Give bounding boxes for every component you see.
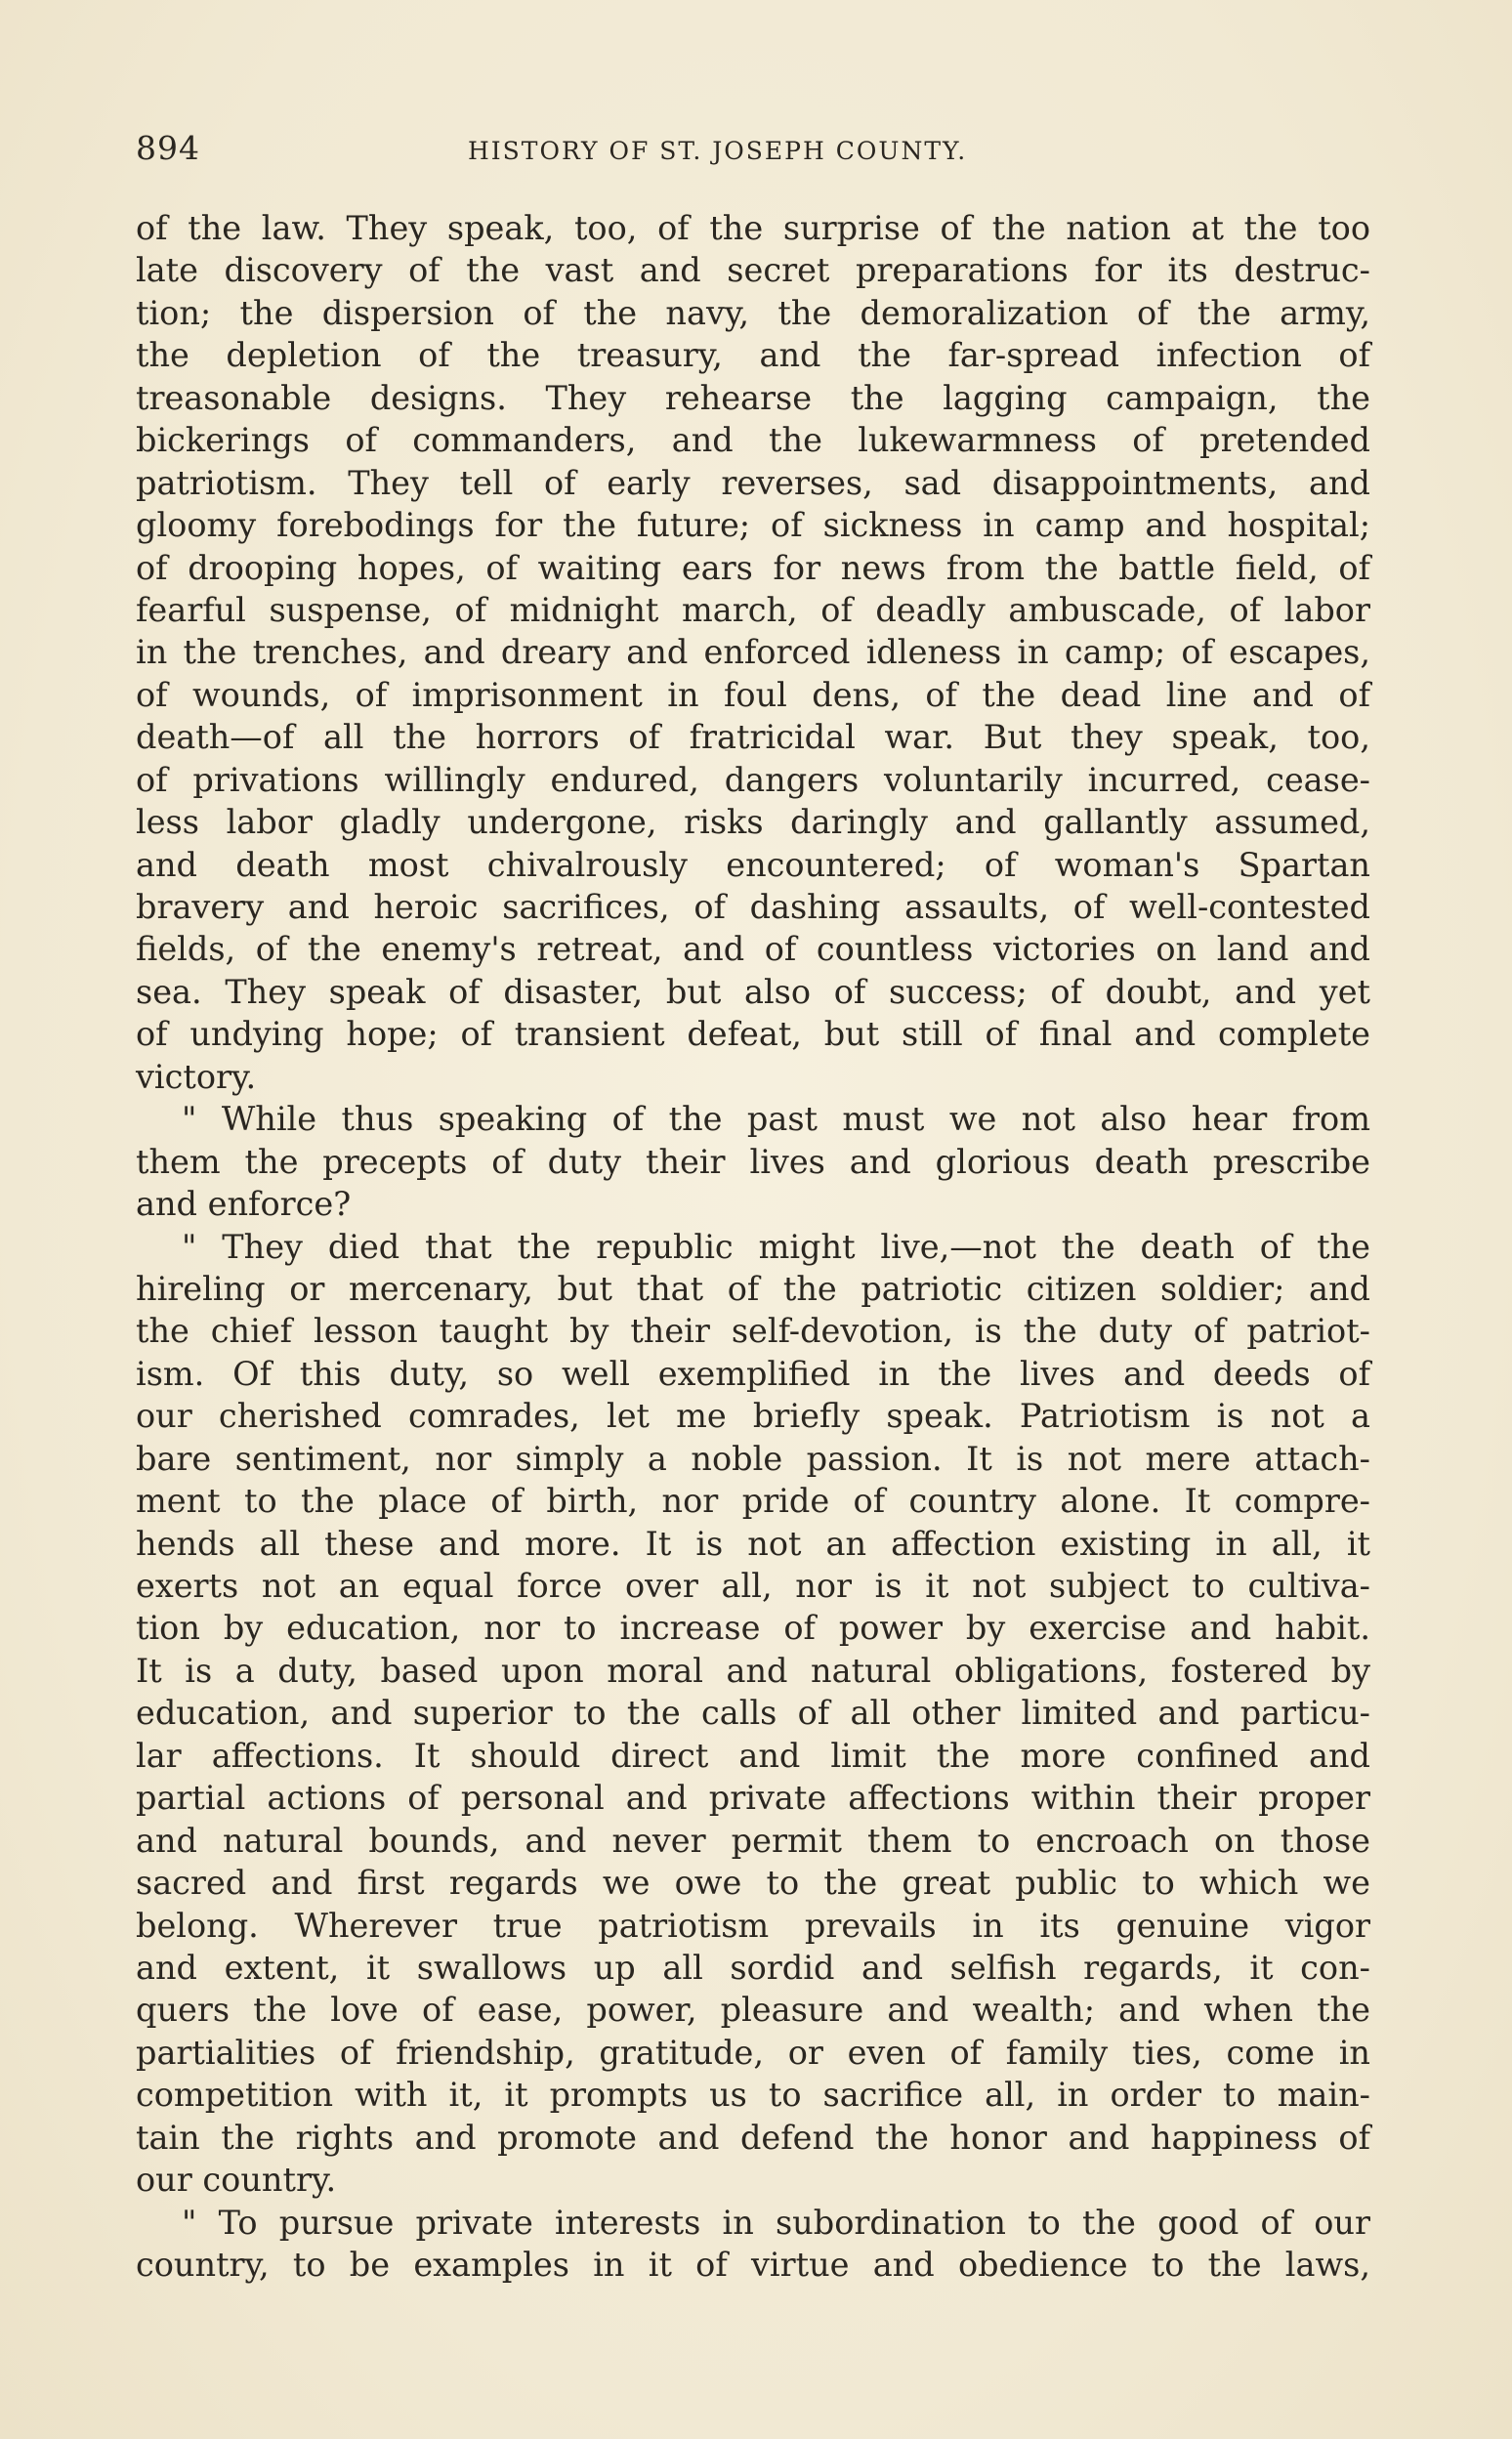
text-line: country, to be examples in it of virtue and obedience to the laws,: [136, 2246, 1370, 2284]
paragraph-end-line: and enforce?: [136, 1185, 352, 1224]
page-header: [136, 129, 1376, 168]
text-line: late discovery of the vast and secret preparations for its destruc-: [136, 251, 1370, 290]
text-line: belong. Wherever true patriotism prevails in its genuine vigor: [136, 1906, 1370, 1945]
text-line: and extent, it swallows up all sordid and selfish regards, it con-: [136, 1948, 1370, 1987]
text-line: ism. Of this duty, so well exemplified in the lives and deeds of: [136, 1354, 1370, 1393]
text-line: death—of all the horrors of fratricidal war. But they speak, too,: [136, 718, 1370, 757]
text-line: fields, of the enemy's retreat, and of countless victories on land and: [136, 930, 1370, 969]
running-head: HISTORY OF ST. JOSEPH COUNTY.: [468, 137, 968, 165]
text-line: bravery and heroic sacrifices, of dashing assaults, of well-contested: [136, 888, 1370, 926]
text-line: fearful suspense, of midnight march, of deadly ambuscade, of labor: [136, 590, 1370, 629]
text-line: tion; the dispersion of the navy, the demoralization of the army,: [136, 293, 1370, 332]
text-line: our cherished comrades, let me briefly speak. Patriotism is not a: [136, 1397, 1370, 1436]
text-line: bare sentiment, nor simply a noble passion. It is not mere attach-: [136, 1439, 1370, 1478]
text-line: lar affections. It should direct and limit the more confined and: [136, 1736, 1370, 1775]
text-line: of the law. They speak, too, of the surprise of the nation at the too: [136, 209, 1370, 247]
text-line: gloomy forebodings for the future; of sickness in camp and hospital;: [136, 506, 1370, 545]
body-text: [136, 207, 1370, 2286]
text-line: education, and superior to the calls of all other limited and particu-: [136, 1694, 1370, 1733]
text-line: exerts not an equal force over all, nor is it not subject to cultiva-: [136, 1567, 1370, 1605]
text-line: sea. They speak of disaster, but also of success; of doubt, and yet: [136, 972, 1370, 1011]
text-line: patriotism. They tell of early reverses, sad disappointments, and: [136, 463, 1370, 502]
text-line: tain the rights and promote and defend the honor and happiness of: [136, 2118, 1370, 2157]
text-line: of undying hope; of transient defeat, but still of final and complete: [136, 1015, 1370, 1054]
text-line: the chief lesson taught by their self-devotion, is the duty of patriot-: [136, 1312, 1370, 1351]
text-line: bickerings of commanders, and the lukewarmness of pretended: [136, 421, 1370, 460]
paragraph-end-line: victory.: [136, 1057, 257, 1096]
paragraph-start-line: " They died that the republic might live,—not the death of the: [182, 1227, 1370, 1266]
text-line: quers the love of ease, power, pleasure and wealth; and when the: [136, 1991, 1370, 2030]
text-line: and death most chivalrously encountered; of woman's Spartan: [136, 845, 1370, 884]
text-line: hireling or mercenary, but that of the patriotic citizen soldier; and: [136, 1269, 1370, 1308]
text-line: tion by education, nor to increase of power by exercise and habit.: [136, 1609, 1370, 1648]
text-line: ment to the place of birth, nor pride of country alone. It compre-: [136, 1482, 1370, 1521]
text-line: of privations willingly endured, dangers voluntarily incurred, cease-: [136, 760, 1370, 799]
text-line: partialities of friendship, gratitude, or even of family ties, come in: [136, 2033, 1370, 2072]
paragraph-end-line: our country.: [136, 2161, 337, 2200]
text-line: sacred and first regards we owe to the great public to which we: [136, 1864, 1370, 1903]
text-line: them the precepts of duty their lives and glorious death prescribe: [136, 1142, 1370, 1181]
text-line: the depletion of the treasury, and the far-spread infection of: [136, 336, 1370, 375]
text-line: of drooping hopes, of waiting ears for news from the battle field, of: [136, 548, 1370, 587]
paragraph-start-line: " While thus speaking of the past must we not also hear from: [182, 1100, 1370, 1139]
text-line: and natural bounds, and never permit them to encroach on those: [136, 1821, 1370, 1860]
text-line: competition with it, it prompts us to sacrifice all, in order to main-: [136, 2076, 1370, 2115]
text-line: less labor gladly undergone, risks daringly and gallantly assumed,: [136, 803, 1370, 842]
text-line: in the trenches, and dreary and enforced idleness in camp; of escapes,: [136, 633, 1370, 672]
text-line: It is a duty, based upon moral and natural obligations, fostered by: [136, 1651, 1370, 1690]
text-line: of wounds, of imprisonment in foul dens, of the dead line and of: [136, 675, 1370, 714]
paragraph-start-line: " To pursue private interests in subordination to the good of our: [182, 2203, 1370, 2242]
text-line: hends all these and more. It is not an affection existing in all, it: [136, 1524, 1370, 1563]
text-line: partial actions of personal and private affections within their proper: [136, 1779, 1370, 1818]
text-line: treasonable designs. They rehearse the lagging campaign, the: [136, 378, 1370, 417]
page-number: 894: [136, 129, 200, 167]
